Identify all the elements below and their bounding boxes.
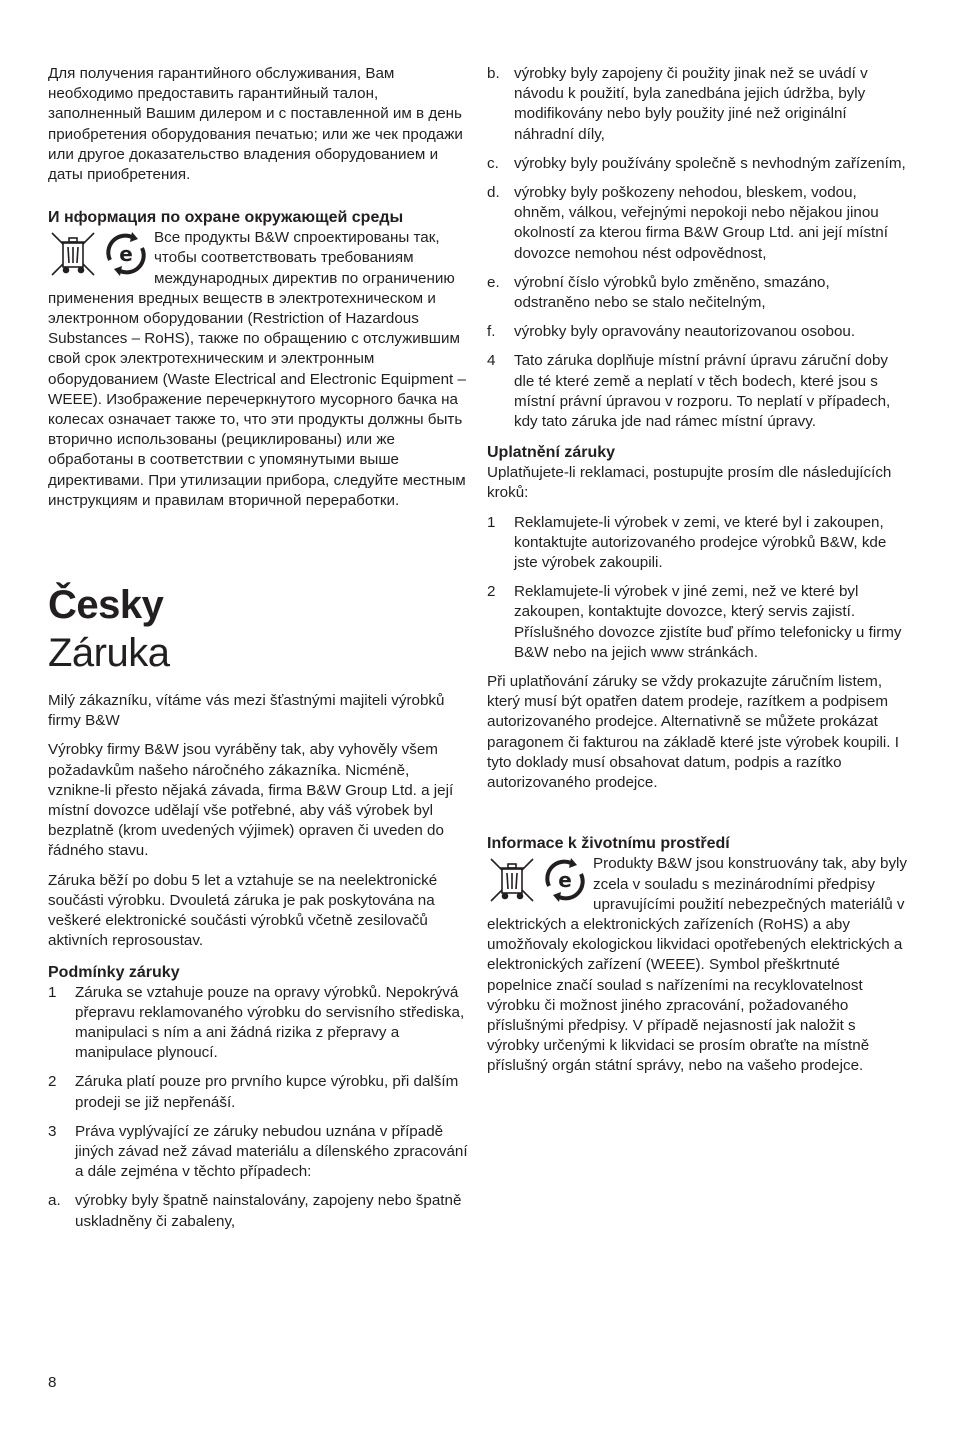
- list-item: 2 Reklamujete-li výrobek v jiné zemi, než ve které byl zakoupen, kontaktujte dovozce, který servis zajistí. Příslušného dovozce zjistíte buď přímo telefonicky u firmy B&W nebo na jejich www stránkách.: [487, 583, 902, 661]
- language-title: Česky: [48, 583, 164, 628]
- claim-note: Při uplatňování záruky se vždy prokazujte záručním listem, který musí být opatřen datem prodeje, razítkem a podpisem autorizovaného prodejce. Alternativně se můžete prokázat paragonem či fakturou na základě které jste výrobek koupili. I tyto doklady musí obsahovat datum, podpis a razítko autorizovaného prodejce.: [487, 673, 899, 792]
- ru-env-block: [48, 228, 468, 511]
- ru-env-text: Все продукты B&W спроектированы так, чтобы соответствовать требованиям международных директив по ограничению применения вредных веществ в электротехническом и электронном оборудовании (Restriction of Hazardous Substances – RoHS), также по обращению с отслужившим свой срок электротехническим и электронным оборудованием (Waste Electrical and Electronic Equipment – WEEE). Изображение перечеркнутого мусорного бачка на колесах означает также то, что эти продукты должны быть вторично использованы (рециклированы) или же обработаны в соответствии с упомянутыми выше директивами. При утилизации прибора, следуйте местным инструкциям и правилам вторичной переработки.: [48, 229, 466, 509]
- right-column: [487, 64, 907, 1086]
- list-item: c. výrobky byly používány společně s nevhodným zařízením,: [487, 154, 906, 172]
- conditions-heading: Podmínky záruky: [48, 963, 180, 981]
- svg-text:e: e: [119, 242, 133, 267]
- env-icons: [487, 854, 591, 906]
- ru-env-heading: И нформация по охране окружающей среды: [48, 209, 404, 227]
- rohs-recycle-e-icon: [102, 230, 150, 278]
- intro-paragraph-1: Milý zákazníku, vítáme vás mezi šťastnými majiteli výrobků firmy B&W: [48, 692, 445, 730]
- env-text: Produkty B&W jsou konstruovány tak, aby byly zcela v souladu s mezinárodními předpisy upravujícími použití nebezpečných materiálů v elektrických a elektronických zařízeních (RoHS) a aby umožňovaly ekologickou likvidaci opotřebených elektrických a elektronických zařízení (WEEE). Symbol přeškrtnuté popelnice značí soulad s nařízeními na recyklovatelnost výrobku či možnost jiného zpracování, požadovaného příslušnými předpisy. V případě nejasností jak naložit s výrobky určenými k likvidaci se prosím obraťte na místně příslušný orgán státní správy, nebo na vašeho prodejce.: [487, 855, 908, 1075]
- intro-paragraph-2: Výrobky firmy B&W jsou vyráběny tak, aby vyhověly všem požadavkům našeho náročného zákazníka. Nicméně, vznikne-li přesto nějaká závada, firma B&W Group Ltd. a její místní dovozce udělají vše potřebné, aby váš výrobek byl bezplatně (krom uvedených výjimek) opraven či uveden do řádného stavu.: [48, 741, 454, 860]
- crossed-bin-icon: [48, 229, 98, 279]
- claim-intro: Uplatňujete-li reklamaci, postupujte prosím dle následujících kroků:: [487, 464, 892, 502]
- list-item: 3 Práva vyplývající ze záruky nebudou uznána v případě jiných závad než závad materiálu a dílenského zpracování a dále zejména v těchto případech:: [48, 1122, 468, 1181]
- ru-env-icons: [48, 228, 152, 280]
- list-item: 1 Záruka se vztahuje pouze na opravy výrobků. Nepokrývá přepravu reklamovaného výrobku do servisního střediska, manipulaci s ním a ani žádná rizika z přepravy a manipulace plynoucí.: [48, 983, 465, 1062]
- list-item: a. výrobky byly špatně nainstalovány, zapojeny nebo špatně uskladněny či zabaleny,: [48, 1192, 462, 1230]
- list-item: f. výrobky byly opravovány neautorizovanou osobou.: [487, 323, 856, 341]
- list-item: 2 Záruka platí pouze pro prvního kupce výrobku, při dalším prodeji se již nepřenáší.: [48, 1073, 459, 1111]
- intro-paragraph-3: Záruka běží po dobu 5 let a vztahuje se na neelektronické součásti výrobku. Dvouletá záruka je pak poskytována na veškeré elektronické součásti výrobků včetně zesilovačů aktivních reprosoustav.: [48, 871, 438, 950]
- claim-heading: Uplatnění záruky: [487, 444, 616, 462]
- svg-text:e: e: [558, 868, 572, 893]
- list-item: e. výrobní číslo výrobků bylo změněno, smazáno, odstraněno nebo se stalo nečitelným,: [487, 273, 830, 312]
- ru-warranty-text: Для получения гарантийного обслуживания, Вам необходимо предоставить гарантийный талон, заполненный Вашим дилером и с поставленной им в день приобретения оборудования печатью; или же чек продажи или другое доказательство владения оборудованием и даты приобретения.: [48, 65, 463, 184]
- list-item: 4 Tato záruka doplňuje místní právní úpravu záruční doby dle té které země a neplatí v těch bodech, které jsou s místní právní úpravou v rozporu. To neplatí v případech, kdy tato záruka jde nad rámec místní úpravy.: [487, 352, 891, 431]
- conditions-list: [48, 983, 468, 1232]
- crossed-bin-icon: [487, 855, 537, 905]
- list-item: 1 Reklamujete-li výrobek v zemi, ve které byl i zakoupen, kontaktujte autorizovaného prodejce výrobků B&W, kde jste výrobek zakoupili.: [487, 513, 887, 572]
- list-item: d. výrobky byly poškozeny nehodou, bleskem, vodou, ohněm, válkou, veřejnými nepokoji nebo nějakou jinou okolností za kterou firma B&W Group Ltd. ani její místní dovozce nemohou nést odpovědnost,: [487, 184, 888, 262]
- section-title: Záruka: [48, 631, 170, 676]
- page-number: 8: [48, 1374, 57, 1391]
- claim-steps-list: [487, 513, 907, 663]
- rohs-recycle-e-icon: [541, 856, 589, 904]
- exclusions-list: [487, 64, 907, 432]
- left-column: [48, 64, 468, 1241]
- env-heading: Informace k životnímu prostředí: [487, 835, 730, 853]
- env-block: [487, 854, 907, 1076]
- list-item: b. výrobky byly zapojeny či použity jinak než se uvádí v návodu k použití, byla zanedbána jejich údržba, byly modifikovány nebo byly použity jiné než originální náhradní díly,: [487, 65, 868, 143]
